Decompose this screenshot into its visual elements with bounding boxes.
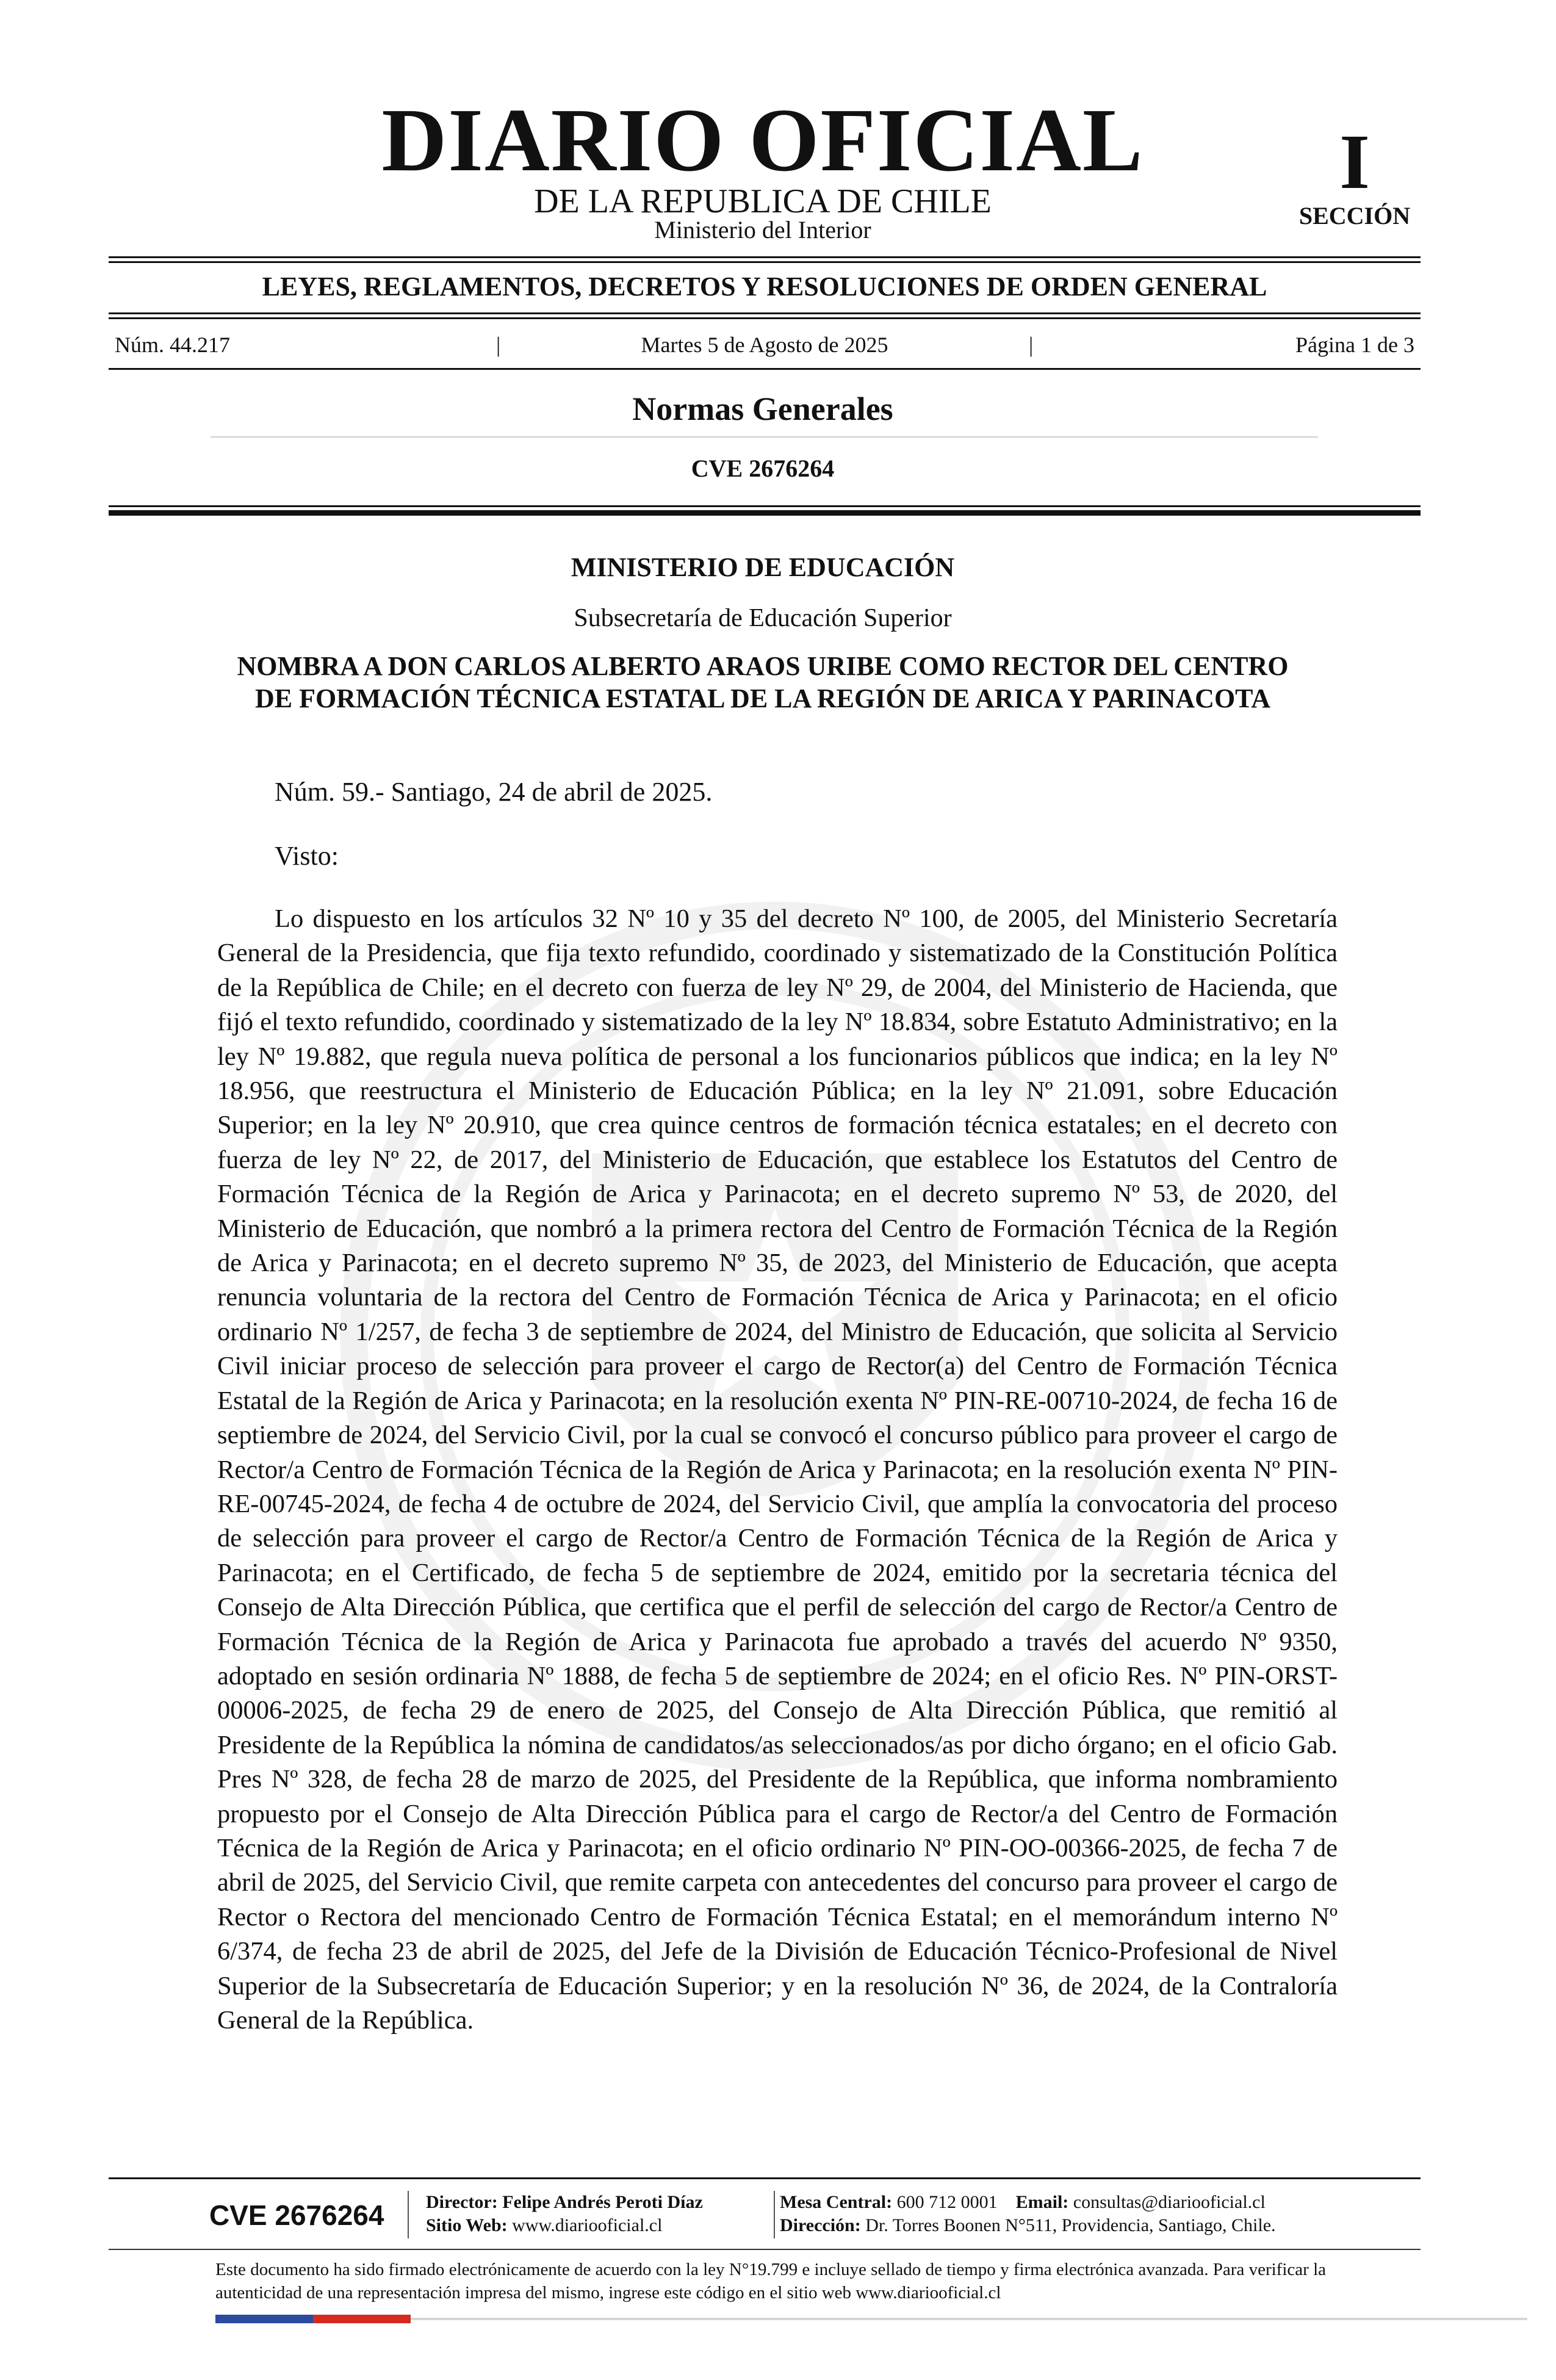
divider [211,436,1318,438]
website-link[interactable]: www.diariooficial.cl [512,2215,663,2235]
subsecretaria-heading: Subsecretaría de Educación Superior [574,604,952,632]
visto-label: Visto: [275,841,339,871]
divider [774,2191,775,2238]
masthead [0,92,1556,244]
issue-info-bar [109,333,1421,357]
divider [109,510,1421,516]
page-indicator: Página 1 de 3 [1295,333,1414,357]
decree-title: NOMBRA A DON CARLOS ALBERTO ARAOS URIBE COMO RECTOR DEL CENTRO DE FORMACIÓN TÉCNICA ESTATAL DE LA REGIÓN DE ARICA Y PARINACOTA [237,651,1289,713]
cve-code: CVE 2676264 [691,455,835,482]
footer-rule [411,2318,1527,2320]
separator: | [496,333,501,357]
phone-label: Mesa Central: [780,2192,893,2212]
divider [109,317,1421,319]
phone-number: 600 712 0001 [896,2192,998,2212]
address-label: Dirección: [780,2215,861,2235]
section-title: Normas Generales [632,391,893,427]
divider [109,261,1421,263]
flag-stripe-red [313,2315,411,2323]
section-number: I [1339,118,1370,205]
masthead-ministry: Ministerio del Interior [654,216,871,243]
decree-number-line: Núm. 59.- Santiago, 24 de abril de 2025. [275,777,713,807]
divider [109,256,1421,258]
masthead-title: DIARIO OFICIAL [381,90,1144,190]
footer-cve-code: CVE 2676264 [209,2199,384,2231]
director-name: Felipe Andrés Peroti Díaz [502,2192,703,2212]
masthead-subtitle: DE LA REPUBLICA DE CHILE [534,182,992,220]
divider [109,505,1421,507]
divider [109,312,1421,314]
issue-number: Núm. 44.217 [115,333,230,357]
divider [408,2191,409,2238]
ministry-heading: MINISTERIO DE EDUCACIÓN [571,552,955,582]
website-label: Sitio Web: [426,2215,508,2235]
divider [109,2249,1421,2250]
divider [109,2177,1421,2179]
flag-stripe-blue [215,2315,313,2323]
page-footer [109,2177,1421,2348]
address-text: Dr. Torres Boonen N°511, Providencia, Santiago, Chile. [865,2215,1276,2235]
issue-date: Martes 5 de Agosto de 2025 [641,333,888,357]
section-label: SECCIÓN [1298,202,1411,229]
director-label: Director: [426,2192,498,2212]
visto-paragraph: Lo dispuesto en los artículos 32 Nº 10 y 35 del decreto Nº 100, de 2005, del Ministerio Secretaría General de la Presidencia, que fija texto refundido, coordinado y sistematizado de la Constitución Política de la República de Chile; en el decreto con fuerza de ley Nº 29, de 2004, del Ministerio de Hacienda, que fijó el texto refundido, coordinado y sistematizado de la ley Nº 18.834, sobre Estatuto Administrativo; en la ley Nº 19.882, que regula nueva política de personal a los funcionarios públicos que indica; en la ley Nº 18.956, que reestructura el Ministerio de Educación Pública; en la ley Nº 21.091, sobre Educación Superior; en la ley Nº 20.910, que crea quince centros de formación técnica estatales; en el decreto con fuerza de ley Nº 22, de 2017, del Ministerio de Educación, que establece los Estatutos del Centro de Formación Técnica de la Región de Arica y Parinacota; en el decreto supremo Nº 53, de 2020, del Ministerio de Educación, que nombró a la primera rectora del Centro de Formación Técnica de la Región de Arica y Parinacota; en el decreto supremo Nº 35, de 2023, del Ministerio de Educación, que acepta renuncia voluntaria de la rectora del Centro de Formación Técnica de Arica y Parinacota; en el oficio ordinario Nº 1/257, de fecha 3 de septiembre de 2024, del Ministro de Educación, que solicita al Servicio Civil iniciar proceso de selección para proveer el cargo de Rector(a) del Centro de Formación Técnica Estatal de la Región de Arica y Parinacota; en la resolución exenta Nº PIN-RE-00710-2024, de fecha 16 de septiembre de 2024, del Servicio Civil, por la cual se convocó el concurso público para proveer el cargo de Rector/a Centro de Formación Técnica de la Región de Arica y Parinacota; en la resolución exenta Nº PIN-RE-00745-2024, de fecha 4 de octubre de 2024, del Servicio Civil, que amplía la convocatoria del proceso de selección para proveer el cargo de Rector/a Centro de Formación Técnica de la Región de Arica y Parinacota; en el Certificado, de fecha 5 de septiembre de 2024, emitido por la secretaria técnica del Consejo de Alta Dirección Pública, que certifica que el perfil de selección del cargo de Rector/a Centro de Formación Técnica de la Región de Arica y Parinacota fue aprobado a través del acuerdo Nº 9350, adoptado en sesión ordinaria Nº 1888, de fecha 5 de septiembre de 2024; en el oficio Res. Nº PIN-ORST-00006-2025, de fecha 29 de enero de 2025, del Consejo de Alta Dirección Pública, que remitió al Presidente de la República la nómina de candidatos/as seleccionados/as por dicho órgano; en el oficio Gab. Pres Nº 328, de fecha 28 de marzo de 2025, del Presidente de la República, que informa nombramiento propuesto por el Consejo de Alta Dirección Pública para el cargo de Rector/a del Centro de Formación Técnica de la Región de Arica y Parinacota; en el oficio ordinario Nº PIN-OO-00366-2025, de fecha 7 de abril de 2025, del Servicio Civil, que remite carpeta con antecedentes del concurso para proveer el cargo de Rector o Rectora del mencionado Centro de Formación Técnica Estatal; en el memorándum interno Nº 6/374, de fecha 23 de abril de 2025, del Jefe de la División de Educación Técnico-Profesional de Nivel Superior de la Subsecretaría de Educación Superior; y en la resolución Nº 36, de 2024, de la Contraloría General de la República. [217,904,1338,2035]
footer-contact-block [780,2191,1276,2237]
legal-notice: Este documento ha sido firmado electrónicamente de acuerdo con la ley N°19.799 e incluye sellado de tiempo y firma electrónica avanzada. Para verificar la autenticidad de una representación impresa del mismo, ingrese este código en el sitio web www.diariooficial.cl [215,2260,1326,2302]
email-link[interactable]: consultas@diariooficial.cl [1073,2192,1266,2212]
category-heading: LEYES, REGLAMENTOS, DECRETOS Y RESOLUCIONES DE ORDEN GENERAL [262,272,1267,301]
separator: | [1029,333,1034,357]
email-label: Email: [1015,2192,1069,2212]
divider [109,368,1421,370]
footer-director-block [426,2191,703,2237]
